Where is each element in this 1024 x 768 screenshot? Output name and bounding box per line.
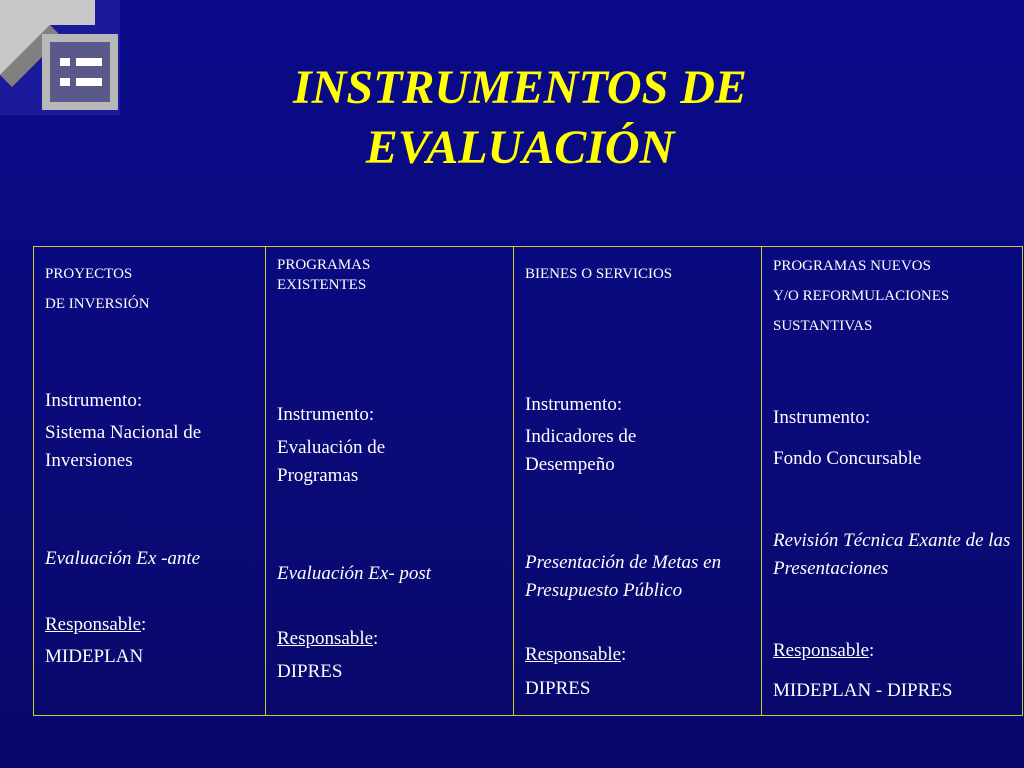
header-line: PROGRAMAS NUEVOS: [773, 258, 931, 274]
responsible-value: DIPRES: [525, 678, 591, 699]
responsible-label-text: Responsable: [773, 640, 870, 661]
header-line: DE INVERSIÓN: [45, 296, 150, 312]
header-line: PROYECTOS: [45, 266, 133, 282]
column-programas-existentes: [266, 247, 514, 715]
instrument-value: Fondo Concursable: [773, 448, 922, 469]
evaluation-type: Presentación de Metas en Presupuesto Público: [525, 552, 722, 601]
instrument-value: Sistema Nacional de Inversiones: [45, 422, 202, 471]
responsible-value: DIPRES: [277, 661, 343, 682]
header-line: PROGRAMAS: [277, 257, 371, 273]
header-line: SUSTANTIVAS: [773, 318, 873, 334]
column-programas-nuevos: [762, 247, 1024, 715]
title-line-2: EVALUACIÓN: [365, 121, 675, 174]
responsible-value: MIDEPLAN - DIPRES: [773, 680, 953, 701]
header-line: EXISTENTES: [277, 277, 367, 293]
instrument-label: Instrumento:: [773, 407, 871, 428]
responsible-label: [45, 611, 261, 639]
responsible-label: [525, 641, 757, 669]
column-bienes-servicios: [514, 247, 762, 715]
title-line-1: INSTRUMENTOS DE: [293, 61, 747, 114]
responsible-label-text: Responsable: [525, 644, 622, 665]
responsible-colon: :: [373, 628, 379, 649]
column-header: [45, 259, 261, 319]
slide-title: [220, 58, 820, 178]
column-proyectos: [34, 247, 266, 715]
responsible-label: [773, 637, 1020, 665]
column-header: [525, 259, 757, 289]
responsible-colon: :: [869, 640, 875, 661]
responsible-colon: :: [141, 614, 147, 635]
responsible-value: MIDEPLAN: [45, 646, 144, 667]
responsible-colon: :: [621, 644, 627, 665]
evaluation-type: Revisión Técnica Exante de las Presentaciones: [773, 530, 1011, 579]
instrument-value: Indicadores de Desempeño: [525, 426, 637, 475]
list-icon: [0, 0, 120, 115]
responsible-label-text: Responsable: [45, 614, 142, 635]
responsible-label-text: Responsable: [277, 628, 374, 649]
evaluation-type: Evaluación Ex- post: [277, 563, 432, 584]
evaluation-table: [33, 246, 1023, 716]
header-line: Y/O REFORMULACIONES: [773, 288, 950, 304]
instrument-label: Instrumento:: [277, 404, 375, 425]
evaluation-type: Evaluación Ex -ante: [45, 548, 201, 569]
instrument-value: Evaluación de Programas: [277, 437, 386, 486]
column-header: [773, 251, 1020, 341]
instrument-label: Instrumento:: [45, 390, 143, 411]
responsible-label: [277, 625, 509, 653]
column-header: [277, 255, 509, 295]
header-line: BIENES O SERVICIOS: [525, 266, 673, 282]
instrument-label: Instrumento:: [525, 394, 623, 415]
